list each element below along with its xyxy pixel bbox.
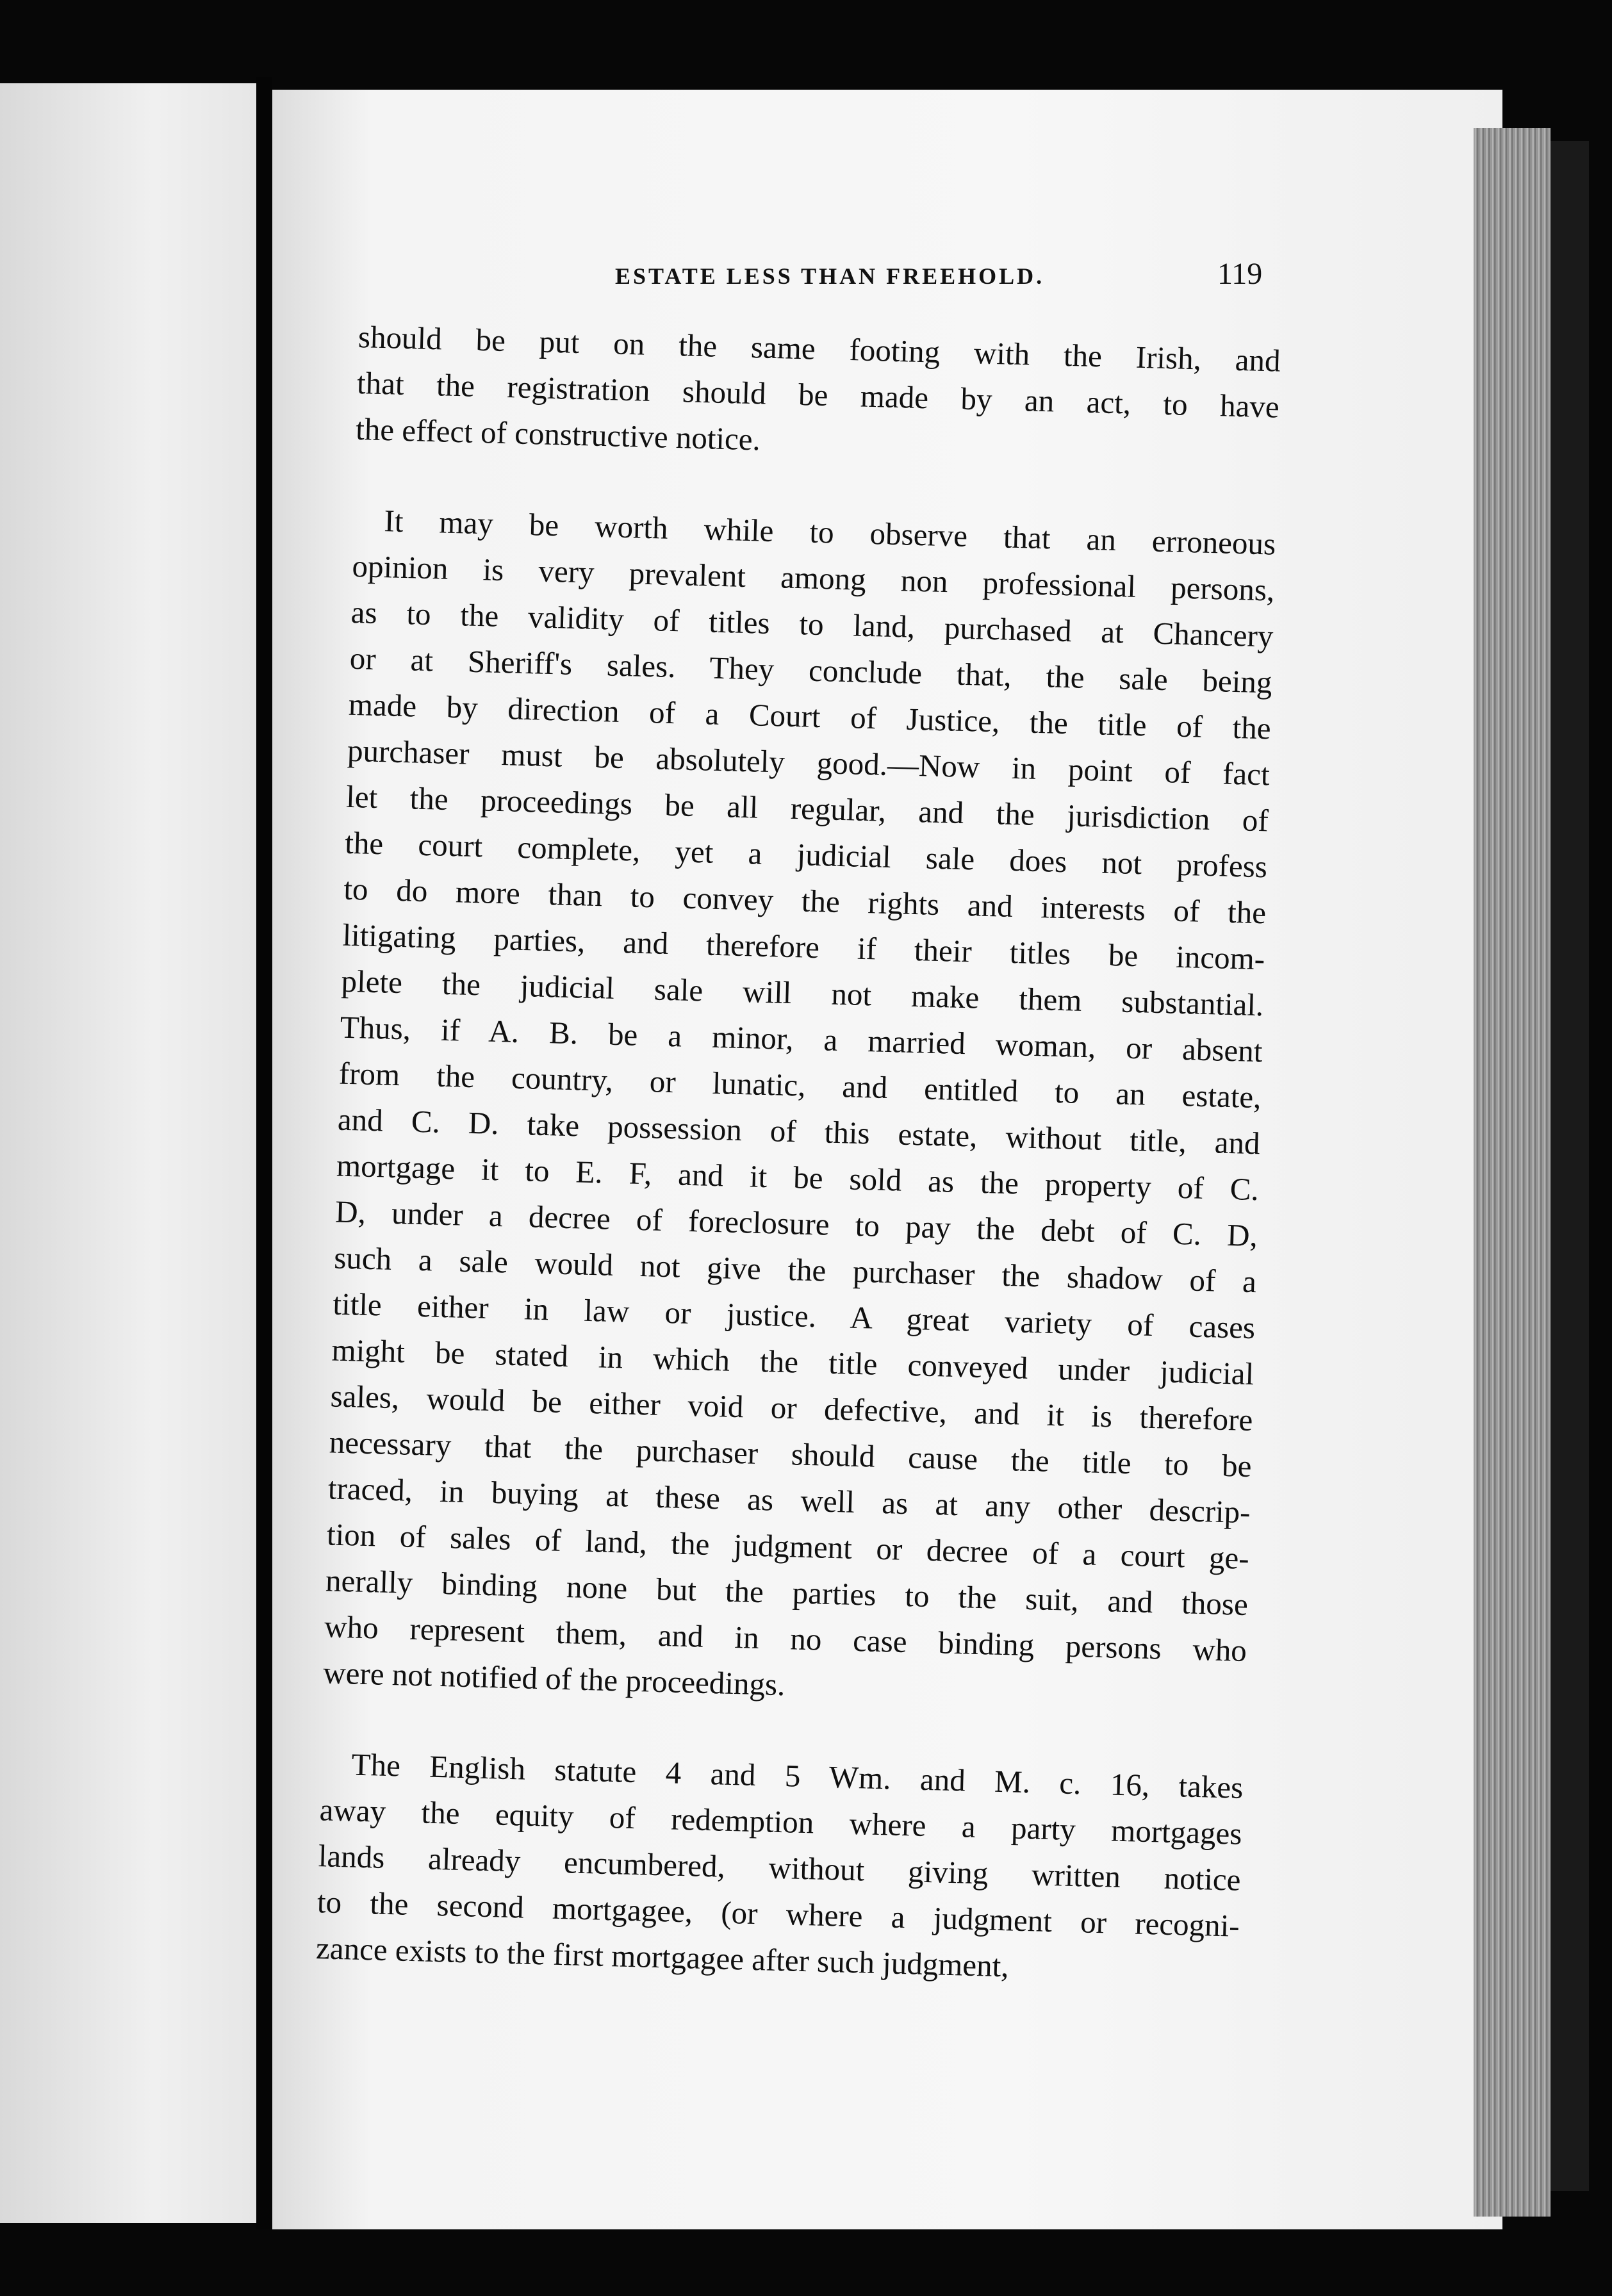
book-gutter: [256, 77, 272, 2229]
text-line: the court complete, yet a judicial sale does not profess: [344, 824, 1268, 885]
text-line: to do more than to convey the rights and interests of the: [343, 871, 1267, 931]
text-line: made by direction of a Court of Justice, the title of the: [348, 686, 1272, 746]
text-line: or at Sheriff's sales. They conclude that, the sale being: [349, 640, 1273, 700]
text-line: zance exists to the first mortgagee after such judgment,: [315, 1930, 1010, 1984]
text-line: Thus, if A. B. be a minor, a married woman, or absent: [340, 1009, 1263, 1069]
text-line: to the second mortgagee, (or where a judgment or recogni-: [317, 1884, 1240, 1944]
text-line: sales, would be either void or defective, and it is therefore: [330, 1378, 1254, 1438]
left-page: [0, 83, 256, 2223]
text-line: let the proceedings be all regular, and the jurisdiction of: [345, 778, 1269, 839]
text-line: should be put on the same footing with the Irish, and: [358, 318, 1281, 379]
text-line: as to the validity of titles to land, purchased at Chancery: [350, 594, 1274, 654]
text-line: such a sale would not give the purchaser the shadow of a: [333, 1240, 1257, 1300]
text-line: lands already encumbered, without giving written notice: [318, 1838, 1242, 1898]
text-line: D, under a decree of foreclosure to pay the debt of C. D,: [334, 1193, 1258, 1254]
text-line: were not notified of the proceedings.: [322, 1655, 786, 1703]
text-line: away the equity of redemption where a party mortgages: [319, 1792, 1243, 1851]
text-line: plete the judicial sale will not make them substantial.: [341, 963, 1264, 1023]
page-edges: [1474, 128, 1550, 2217]
text-line: the effect of constructive notice.: [355, 411, 761, 457]
text-line: opinion is very prevalent among non professional persons,: [351, 548, 1275, 608]
text-line: tion of sales of land, the judgment or decree of a court ge-: [326, 1516, 1250, 1577]
text-line: purchaser must be absolutely good.—Now in point of fact: [347, 732, 1271, 792]
text-line: traced, in buying at these as well as at any other descrip-: [327, 1470, 1251, 1530]
paragraph-1: [355, 314, 1281, 477]
body-text: [315, 314, 1281, 1996]
text-line: The English statute 4 and 5 Wm. and M. c. 16, takes: [351, 1746, 1244, 1805]
text-line: who represent them, and in no case binding persons who: [324, 1609, 1247, 1668]
text-line: title either in law or justice. A great variety of cases: [332, 1286, 1256, 1346]
text-line: mortgage it to E. F, and it be sold as the property of C.: [336, 1147, 1260, 1208]
book-cover-edge: [1550, 141, 1589, 2191]
page-number: 119: [1217, 257, 1263, 291]
paragraph-2: [323, 497, 1277, 1720]
text-line: from the country, or lunatic, and entitled to an estate,: [338, 1055, 1262, 1115]
paragraph-3: [315, 1741, 1244, 1996]
text-line: might be stated in which the title conveyed under judicial: [331, 1332, 1254, 1392]
text-line: and C. D. take possession of this estate, without title, and: [337, 1101, 1261, 1161]
text-line: necessary that the purchaser should cause the title to be: [329, 1424, 1253, 1484]
text-line: nerally binding none but the parties to the suit, and those: [325, 1562, 1249, 1623]
running-head: ESTATE LESS THAN FREEHOLD.: [615, 263, 1045, 289]
text-line: that the registration should be made by an act, to have: [356, 365, 1280, 425]
text-line: litigating parties, and therefore if their titles be incom-: [341, 917, 1265, 977]
text-line: It may be worth while to observe that an erroneous: [383, 503, 1276, 562]
